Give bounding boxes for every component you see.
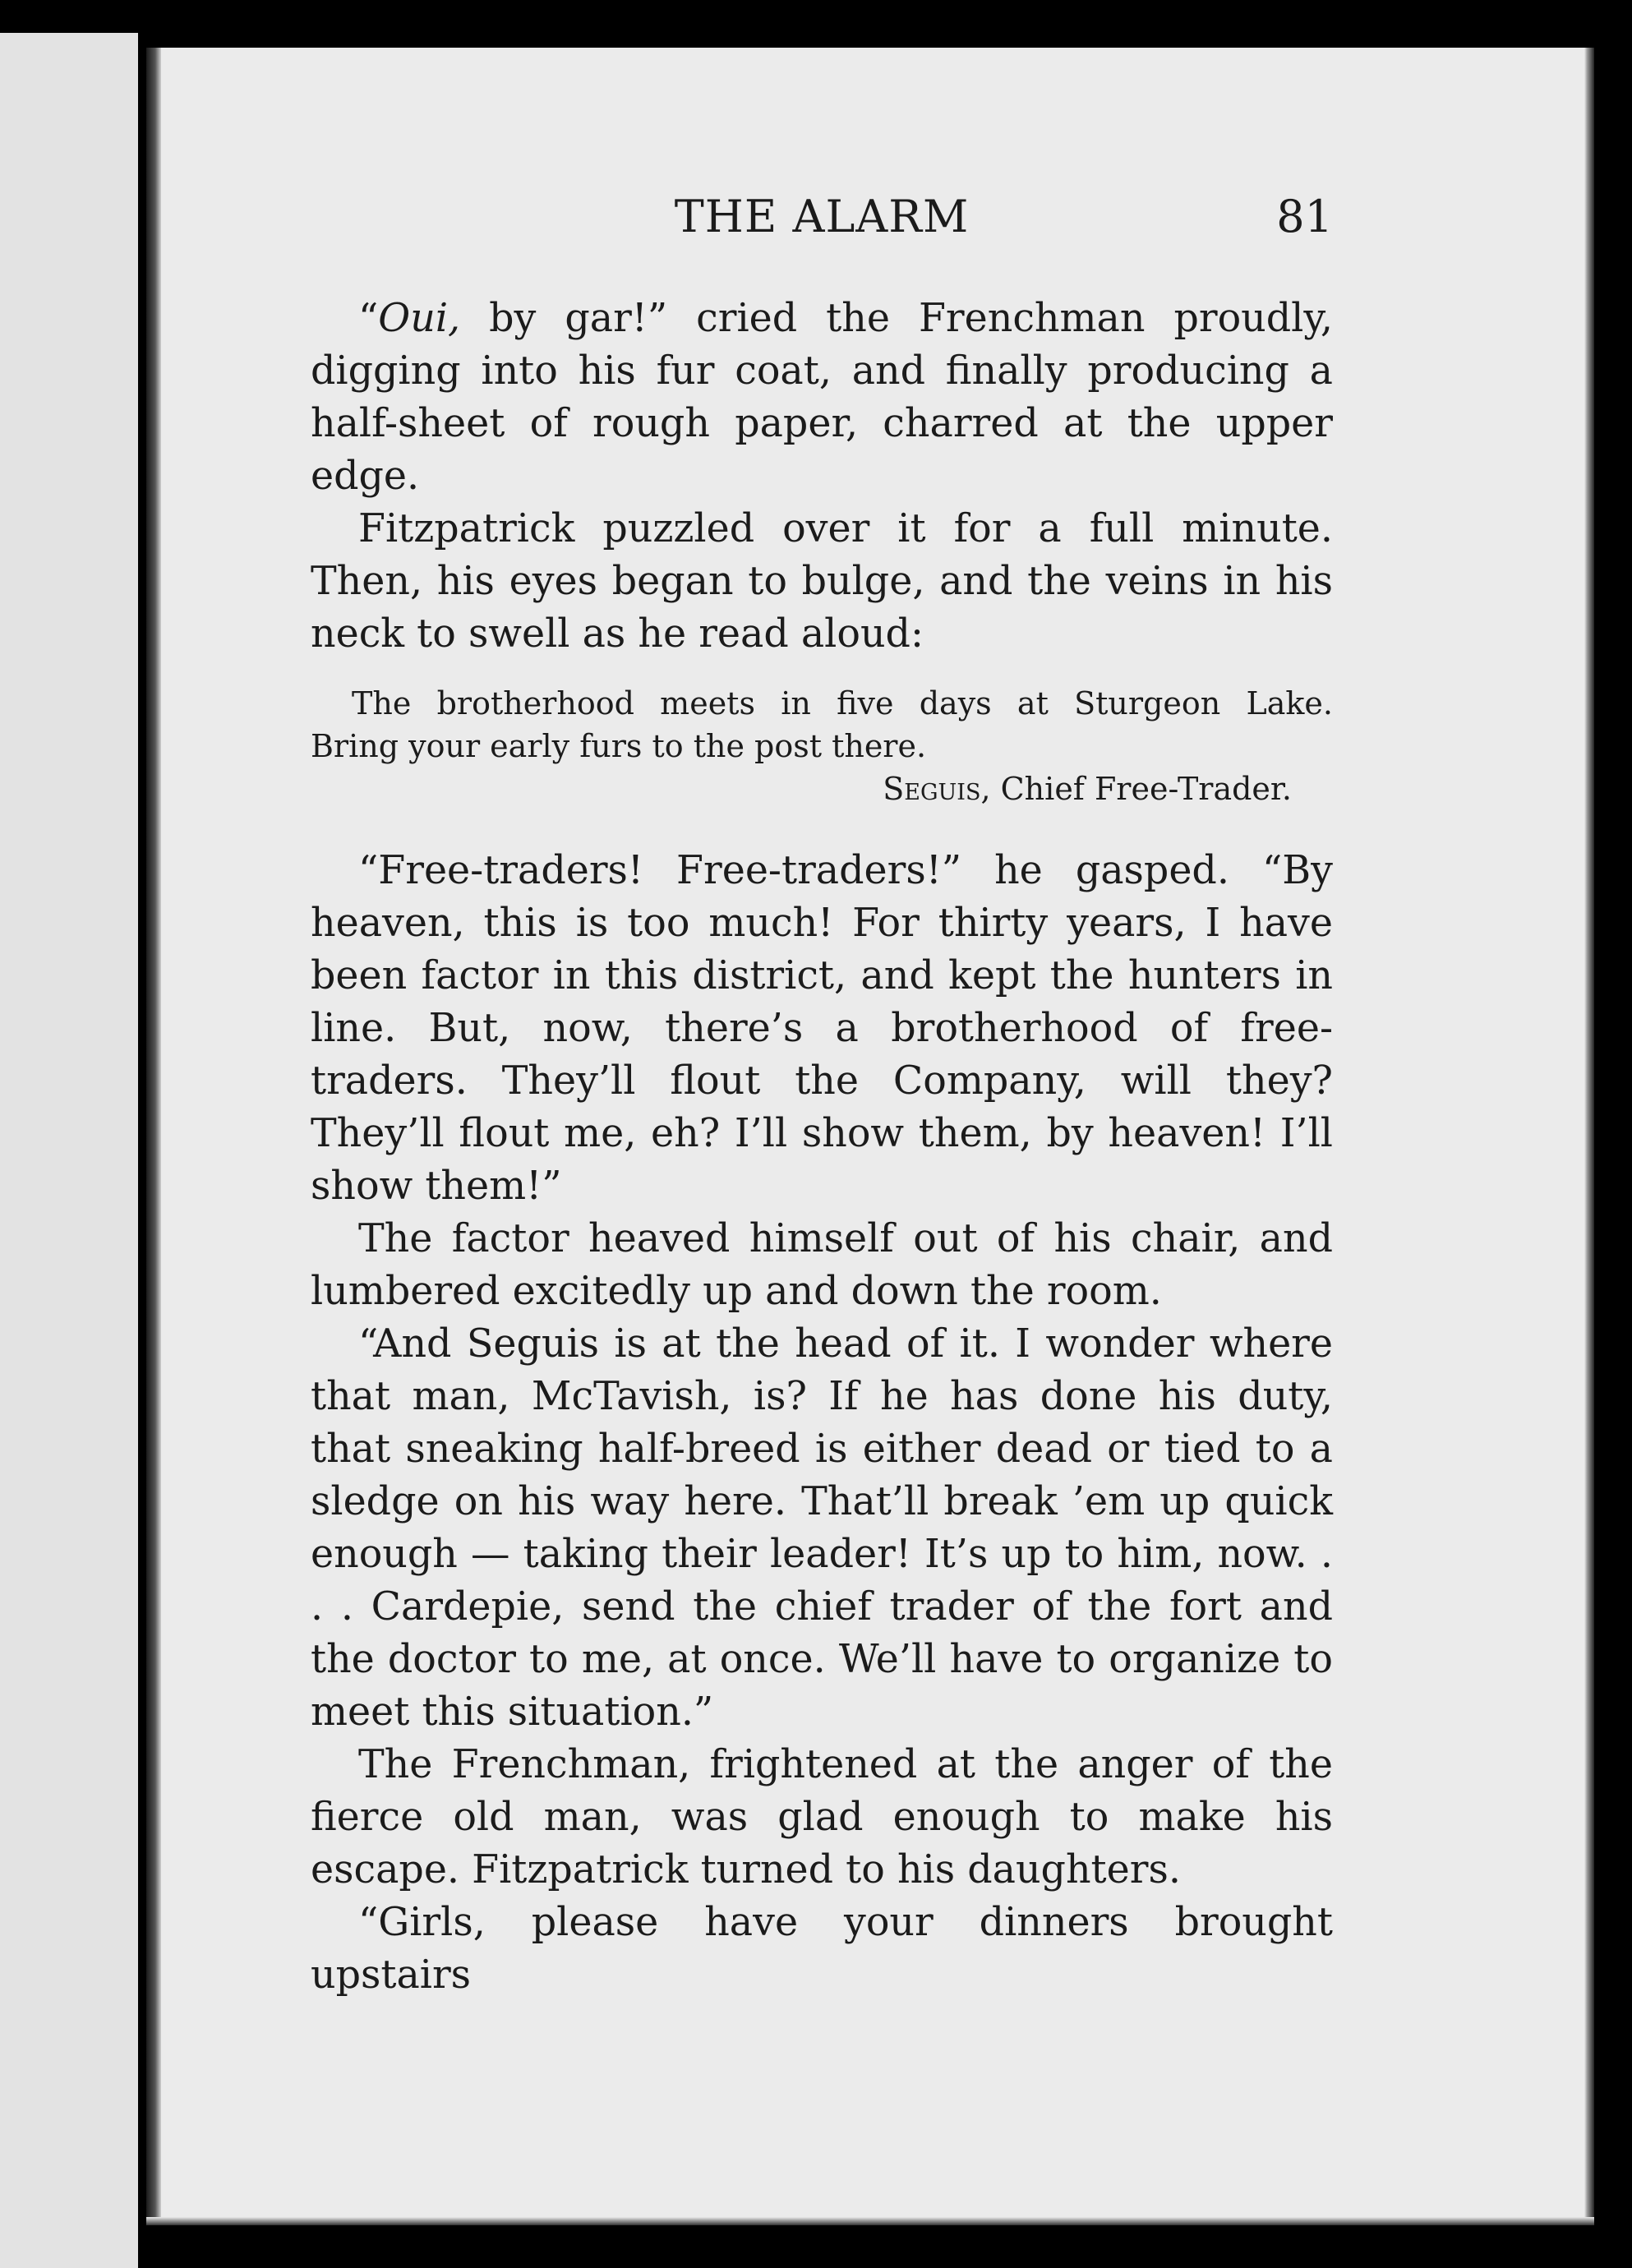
paragraph: “And Seguis is at the head of it. I wonder where that man, McTavish, is? If he has done his duty, that sneaking half-breed is either dead or tied to a sledge on his way here. That’ll break ’em up quick enough — taking their leader! It’s up to him, now. . . . Cardepie, send the chief trader of the fort and the doctor to me, at once. We’ll have to organize to meet this situation.” [311,1321,1333,1735]
italic-word: Oui, [378,296,461,341]
facing-page-edge [0,33,138,2268]
signature-title: , Chief Free-Trader. [980,771,1292,807]
paragraph: “Girls, please have your dinners brought upstairs [311,1900,1333,1998]
note-line: Bring your early furs to the post there. [311,728,927,764]
note-line: The brotherhood meets in five days at Sturgeon Lake. [352,685,1333,721]
paragraph: Fitzpatrick puzzled over it for a full minute. Then, his eyes began to bulge, and the veins in his neck to swell as he read aloud: [311,506,1333,657]
paragraph: The factor heaved himself out of his chair, and lumbered excitedly up and down the room. [311,1216,1333,1314]
signature-name: Seguis [883,771,981,807]
page-body [311,293,1333,2002]
paragraph: “Oui, by gar!” cried the Frenchman proudly, digging into his fur coat, and finally producing a half-sheet of rough paper, charred at the upper edge. [311,296,1333,499]
paragraph: The Frenchman, frightened at the anger of the fierce old man, was glad enough to make his escape. Fitzpatrick turned to his daughters. [311,1742,1333,1892]
paragraph: “Free-traders! Free-traders!” he gasped. “By heaven, this is too much! For thirty years, I have been factor in this district, and kept the hunters in line. But, now, there’s a brotherhood of free-traders. They’ll flout the Company, will they? They’ll flout me, eh? I’ll show them, by heaven! I’ll show them!” [311,848,1333,1209]
running-title: THE ALARM [674,191,970,242]
page-bottom-edge [146,2217,1594,2225]
running-header [311,191,1333,256]
page-gutter-shadow [146,48,161,2225]
quoted-note [311,682,1333,810]
paragraph-text: by gar!” cried the Frenchman proudly, digging into his fur coat, and finally producing a half-sheet of rough paper, charred at the upper edge. [311,296,1333,499]
page-right-edge [1584,48,1594,2225]
note-signature [311,768,1333,810]
page-number: 81 [1276,191,1333,242]
